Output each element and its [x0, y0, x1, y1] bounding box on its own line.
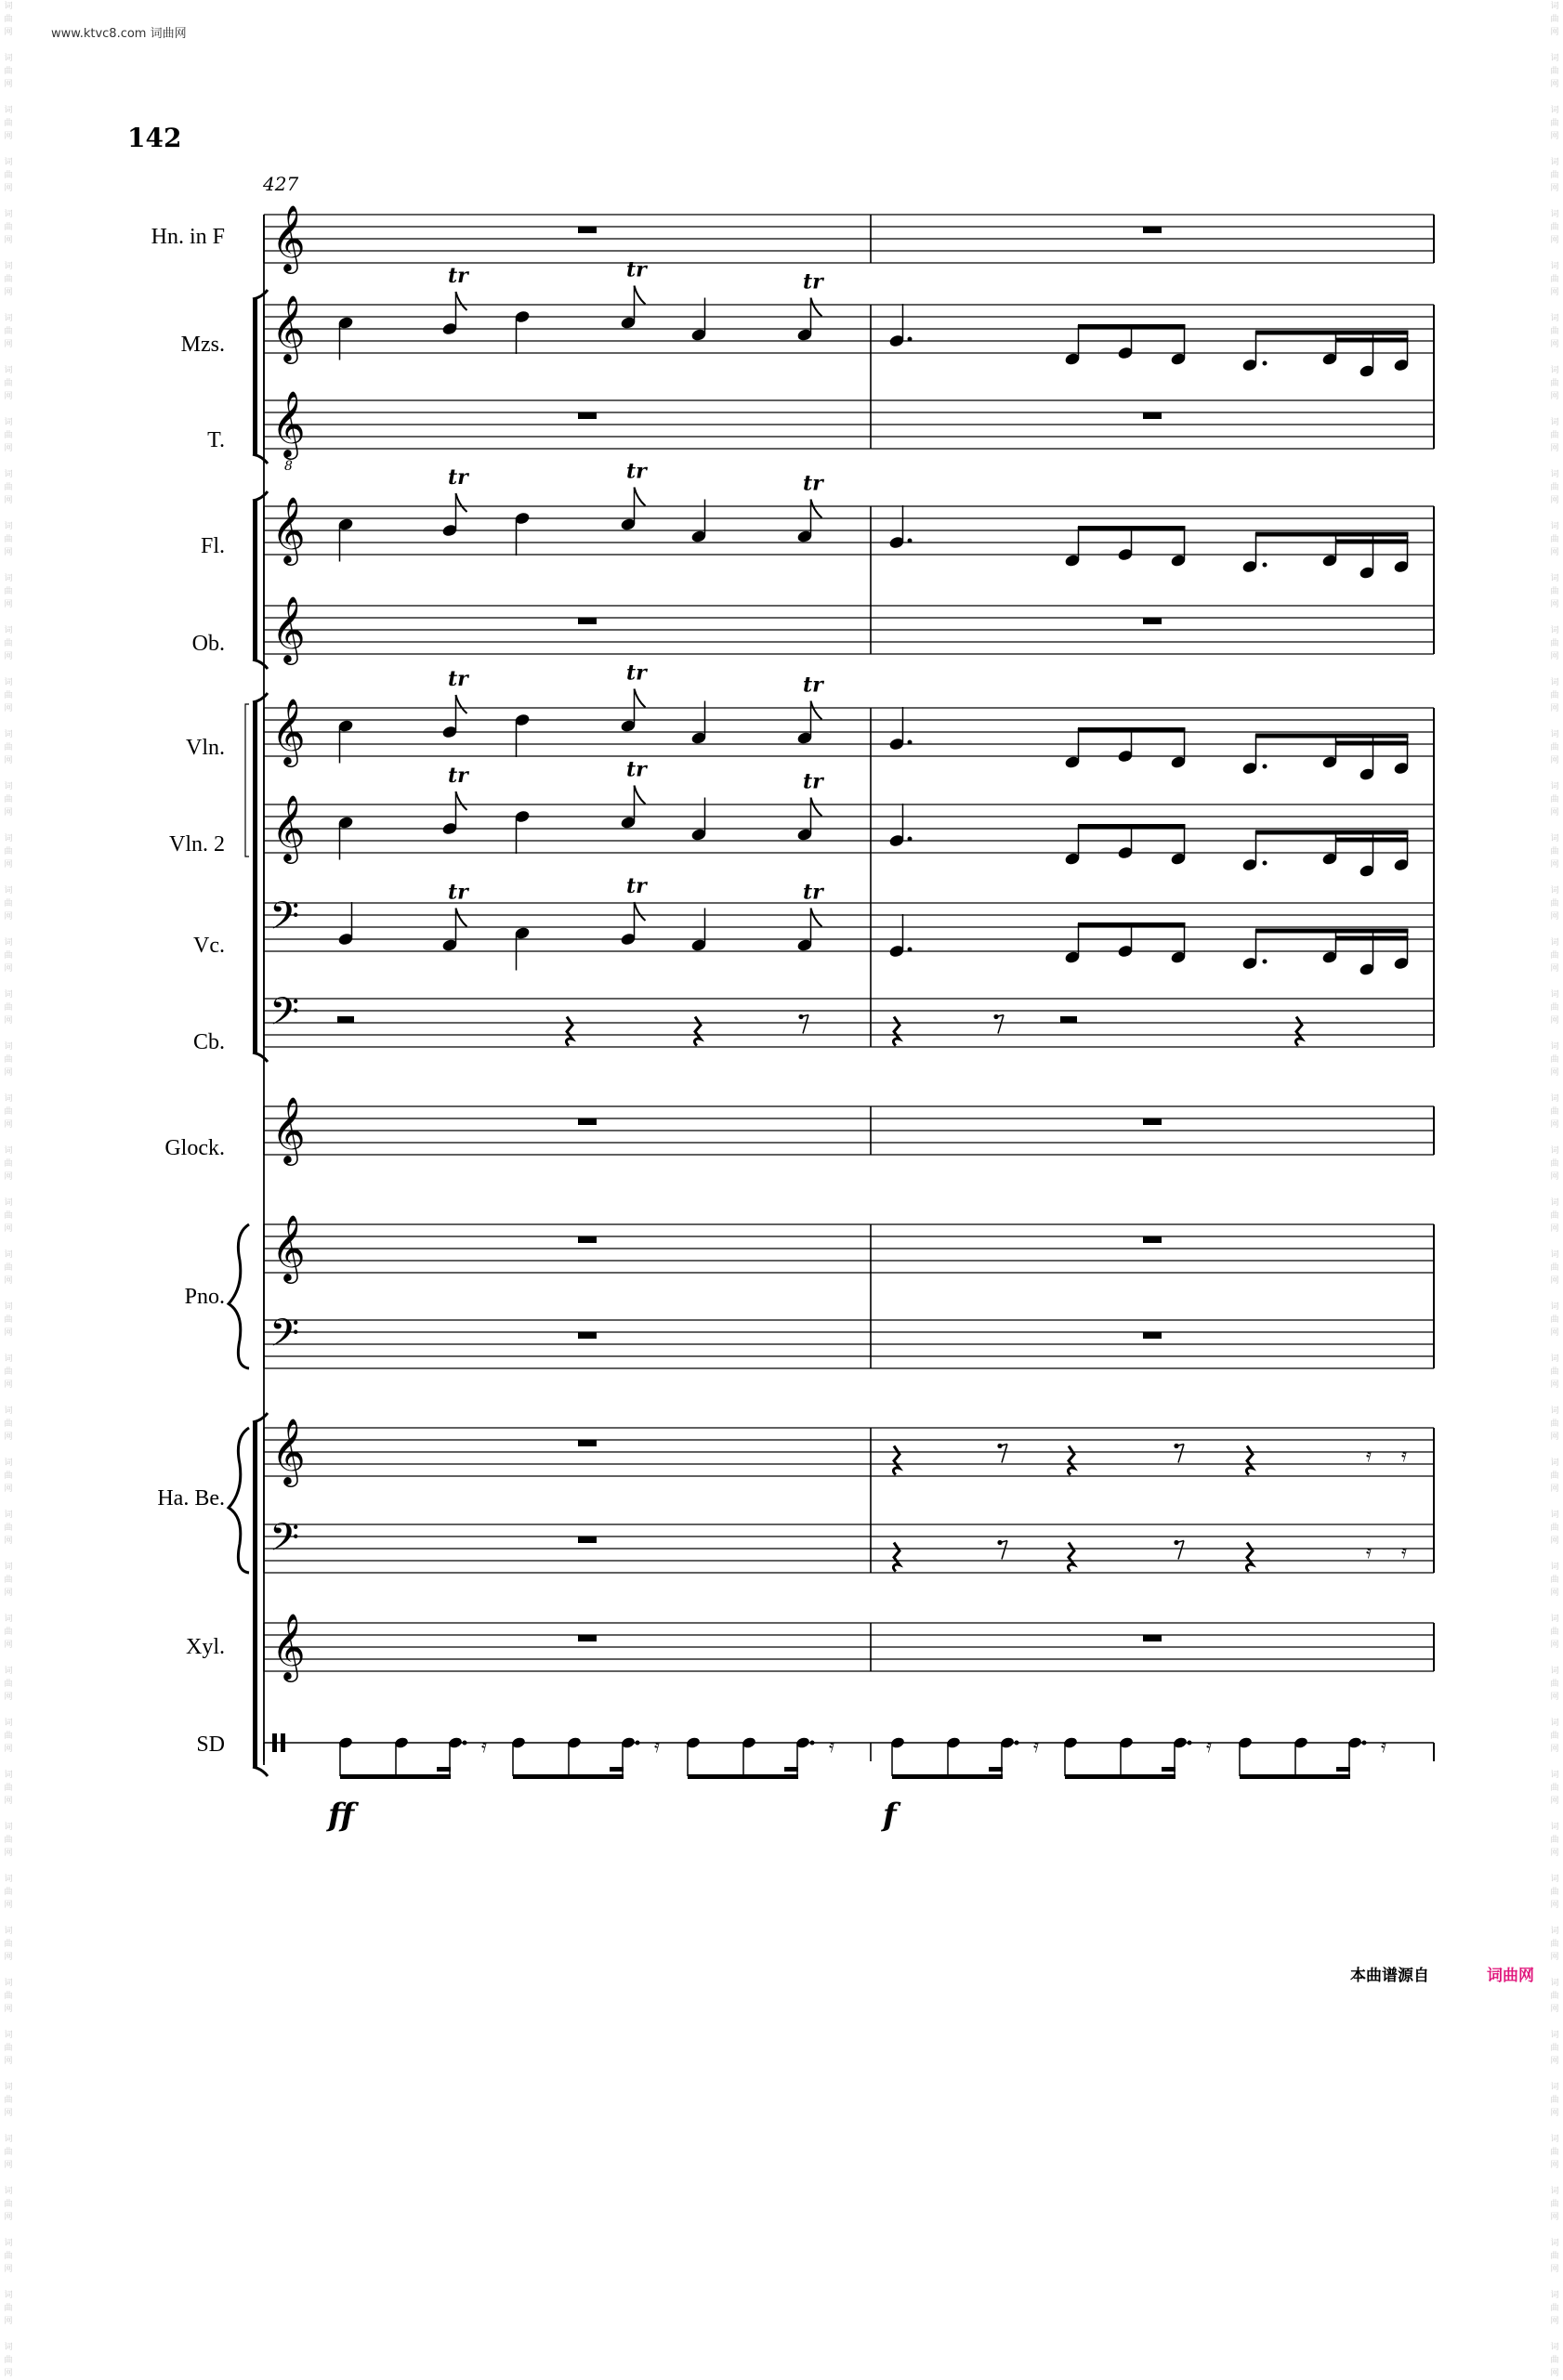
augmentation-dot [636, 1741, 640, 1746]
treble-clef-icon: 𝄞 [271, 697, 306, 765]
dynamic-fortissimo: ff [328, 1797, 355, 1834]
group-bracket [253, 702, 257, 1053]
quarter-rest [694, 1017, 701, 1046]
beam [610, 1767, 624, 1772]
augmentation-dot [1362, 1741, 1367, 1746]
beam [1078, 324, 1186, 329]
treble-clef-icon: 𝄞 [271, 1417, 306, 1484]
sixteenth-rest: 𝄿 [1206, 1734, 1213, 1757]
grand-staff-brace [229, 1224, 249, 1368]
trill-mark: tr [803, 769, 823, 794]
label-violin-2: Vln. 2 [169, 832, 225, 857]
trill-mark: tr [448, 880, 468, 905]
treble-clef-icon: 𝄞 [271, 203, 306, 271]
label-mezzo: Mzs. [180, 333, 225, 357]
group-bracket [253, 1053, 268, 1062]
note-flag [635, 786, 646, 804]
label-tenor: T. [207, 428, 225, 452]
violin-subbracket [245, 704, 249, 857]
quarter-rest [566, 1017, 572, 1046]
watermark-strip-left: 词 曲 网 词 曲 网 词 曲 网 词 曲 网 词 曲 网 词 曲 网 词 曲 网 词 曲 网 词 曲 网 词 曲 网 词 曲 网 词 曲 网 词 曲 网 词 曲 网 词 曲 网 词 曲 网 词 曲 网 词 曲 网 词 曲 网 词 曲 网 词 曲 网 词 曲 网 词 曲 网 词 曲 网 词 曲 网 词 曲 网 词 曲 网 词 曲 网 词 曲 网 词 曲 网 词 曲 网 词 曲 网 词 曲 网 词 曲 网 词 曲 网 词 曲 网 词 曲 网 词 曲 网 词 曲 网 词 曲 网 词 曲 网 词 曲 网 词 曲 网 词 曲 网 词 曲 网 词 曲 网 [4, 2, 13, 2378]
beam [1078, 727, 1186, 732]
treble-clef-icon: 𝄞 [271, 1213, 306, 1281]
label-oboe: Ob. [191, 632, 225, 656]
quarter-rest [1295, 1017, 1302, 1046]
treble-clef-icon: 𝄞 [271, 495, 306, 563]
bass-clef-icon: 𝄢 [269, 1311, 300, 1365]
note-flag [811, 798, 822, 817]
group-bracket [253, 290, 268, 299]
trill-mark: tr [448, 264, 468, 288]
quarter-rest [1246, 1543, 1253, 1572]
label-cello: Vc. [193, 934, 225, 958]
whole-rest [1143, 1635, 1162, 1641]
sixteenth-rest: 𝄿 [1401, 1540, 1408, 1563]
beam [1335, 838, 1409, 843]
label-piano: Pno. [184, 1285, 225, 1309]
percussion-clef-icon [272, 1733, 277, 1752]
quarter-rest [1068, 1446, 1074, 1475]
footer-source-text: 本曲谱源自 [1350, 1967, 1429, 1985]
group-bracket [253, 1413, 268, 1422]
whole-rest [578, 1440, 597, 1446]
note-flag [811, 701, 822, 720]
group-bracket [253, 1422, 257, 1767]
beam [1240, 1774, 1350, 1779]
measure-number: 427 [263, 173, 299, 195]
augmentation-dot [810, 1741, 815, 1746]
beam [1078, 526, 1186, 530]
sixteenth-rest: 𝄿 [1366, 1444, 1373, 1466]
bass-clef-icon: 𝄢 [269, 894, 300, 948]
augmentation-dot [1263, 861, 1267, 866]
sixteenth-rest: 𝄿 [1381, 1734, 1387, 1757]
note-flag [456, 292, 467, 310]
beam [1335, 741, 1409, 746]
grand-staff-brace [229, 1428, 249, 1573]
eighth-rest [1178, 1541, 1184, 1560]
trill-mark: tr [803, 471, 823, 496]
quarter-rest [1068, 1543, 1074, 1572]
sixteenth-rest: 𝄿 [1366, 1540, 1373, 1563]
beam [1078, 922, 1186, 927]
augmentation-dot [1188, 1741, 1192, 1746]
beam [340, 1774, 451, 1779]
trill-mark: tr [626, 874, 647, 898]
note-flag [456, 909, 467, 927]
augmentation-dot [908, 837, 913, 842]
label-contrabass: Cb. [192, 1030, 225, 1054]
beam [1255, 532, 1409, 537]
whole-rest [578, 1236, 597, 1243]
beam [1255, 830, 1409, 835]
sixteenth-rest: 𝄿 [1033, 1734, 1040, 1757]
augmentation-dot [1263, 361, 1267, 366]
note-flag [635, 902, 646, 921]
whole-rest [578, 1635, 597, 1641]
trill-mark: tr [803, 269, 823, 294]
group-bracket [253, 1767, 268, 1776]
whole-rest [1143, 1236, 1162, 1243]
site-url[interactable]: www.ktvc8.com 词曲网 [51, 27, 187, 41]
beam [1065, 1774, 1176, 1779]
note-flag [635, 488, 646, 506]
label-harp-bells: Ha. Be. [157, 1486, 225, 1510]
label-snare-drum: SD [196, 1733, 225, 1757]
quarter-rest [1246, 1446, 1253, 1475]
treble-clef-icon: 𝄞 [271, 389, 306, 457]
augmentation-dot [908, 539, 913, 543]
percussion-clef-icon [281, 1733, 285, 1752]
dynamic-forte: f [883, 1797, 897, 1834]
note-flag [635, 689, 646, 708]
label-xylophone: Xyl. [186, 1635, 225, 1659]
note-flag [811, 500, 822, 518]
beam [989, 1767, 1003, 1772]
beam [1335, 540, 1409, 544]
whole-rest [1143, 1332, 1162, 1339]
note-flag [456, 493, 467, 512]
augmentation-dot [1263, 563, 1267, 568]
quarter-rest [893, 1543, 900, 1572]
whole-rest [1143, 1118, 1162, 1125]
quarter-rest [893, 1446, 900, 1475]
note-flag [811, 909, 822, 927]
label-violin: Vln. [186, 736, 225, 760]
whole-rest [578, 412, 597, 419]
eighth-rest [1002, 1445, 1007, 1463]
augmentation-dot [1263, 960, 1267, 964]
beam [1255, 734, 1409, 739]
whole-rest [1143, 227, 1162, 233]
bass-clef-icon: 𝄢 [269, 989, 300, 1043]
whole-rest [578, 618, 597, 624]
augmentation-dot [1263, 765, 1267, 769]
group-bracket [253, 491, 268, 501]
footer-site-name[interactable]: 词曲网 [1487, 1967, 1534, 1985]
eighth-rest [803, 1015, 808, 1034]
group-bracket [253, 501, 257, 660]
group-bracket [253, 299, 257, 454]
half-rest [1060, 1016, 1077, 1023]
trill-mark: tr [803, 880, 823, 905]
page-number: 142 [127, 123, 182, 153]
note-flag [456, 695, 467, 713]
eighth-rest [1178, 1445, 1184, 1463]
treble-clef-icon: 𝄞 [271, 294, 306, 361]
eighth-rest [998, 1015, 1004, 1034]
beam [1078, 824, 1186, 829]
beam [1335, 936, 1409, 941]
treble-clef-icon: 𝄞 [271, 793, 306, 861]
augmentation-dot [908, 740, 913, 745]
augmentation-dot [908, 337, 913, 342]
beam [513, 1774, 624, 1779]
beam [688, 1774, 798, 1779]
group-bracket [253, 454, 268, 464]
beam [892, 1774, 1003, 1779]
group-bracket [253, 660, 268, 669]
octave-mark: 8 [284, 459, 293, 474]
sixteenth-rest: 𝄿 [481, 1734, 488, 1757]
note-flag [811, 298, 822, 317]
whole-rest [578, 1118, 597, 1125]
label-horn: Hn. in F [151, 225, 225, 249]
sixteenth-rest: 𝄿 [1401, 1444, 1408, 1466]
quarter-rest [893, 1017, 900, 1046]
watermark-strip-right: 词 曲 网 词 曲 网 词 曲 网 词 曲 网 词 曲 网 词 曲 网 词 曲 网 词 曲 网 词 曲 网 词 曲 网 词 曲 网 词 曲 网 词 曲 网 词 曲 网 词 曲 网 词 曲 网 词 曲 网 词 曲 网 词 曲 网 词 曲 网 词 曲 网 词 曲 网 词 曲 网 词 曲 网 词 曲 网 词 曲 网 词 曲 网 词 曲 网 词 曲 网 词 曲 网 词 曲 网 词 曲 网 词 曲 网 词 曲 网 词 曲 网 词 曲 网 词 曲 网 词 曲 网 词 曲 网 词 曲 网 词 曲 网 词 曲 网 词 曲 网 词 曲 网 词 曲 网 词 曲 网 [1550, 2, 1559, 2378]
bass-clef-icon: 𝄢 [269, 1515, 300, 1569]
trill-mark: tr [626, 257, 647, 282]
trill-mark: tr [626, 757, 647, 782]
trill-mark: tr [803, 673, 823, 698]
beam [1255, 331, 1409, 335]
trill-mark: tr [626, 660, 647, 686]
label-flute: Fl. [200, 534, 225, 558]
whole-rest [578, 227, 597, 233]
whole-rest [578, 1332, 597, 1339]
beam [437, 1767, 451, 1772]
beam [1255, 929, 1409, 934]
augmentation-dot [463, 1741, 467, 1746]
beam [784, 1767, 798, 1772]
trill-mark: tr [448, 667, 468, 691]
trill-mark: tr [448, 465, 468, 490]
note-flag [635, 286, 646, 305]
treble-clef-icon: 𝄞 [271, 595, 306, 662]
beam [1335, 338, 1409, 343]
half-rest [337, 1016, 354, 1023]
whole-rest [578, 1537, 597, 1543]
trill-mark: tr [448, 764, 468, 788]
augmentation-dot [1015, 1741, 1019, 1746]
whole-rest [1143, 412, 1162, 419]
trill-mark: tr [626, 459, 647, 484]
label-glockenspiel: Glock. [164, 1136, 225, 1160]
sixteenth-rest: 𝄿 [829, 1734, 835, 1757]
beam [1162, 1767, 1176, 1772]
whole-rest [1143, 618, 1162, 624]
beam [1336, 1767, 1350, 1772]
note-flag [456, 791, 467, 810]
augmentation-dot [908, 948, 913, 952]
eighth-rest [1002, 1541, 1007, 1560]
treble-clef-icon: 𝄞 [271, 1612, 306, 1680]
treble-clef-icon: 𝄞 [271, 1095, 306, 1163]
sixteenth-rest: 𝄿 [654, 1734, 661, 1757]
group-bracket [253, 693, 268, 702]
